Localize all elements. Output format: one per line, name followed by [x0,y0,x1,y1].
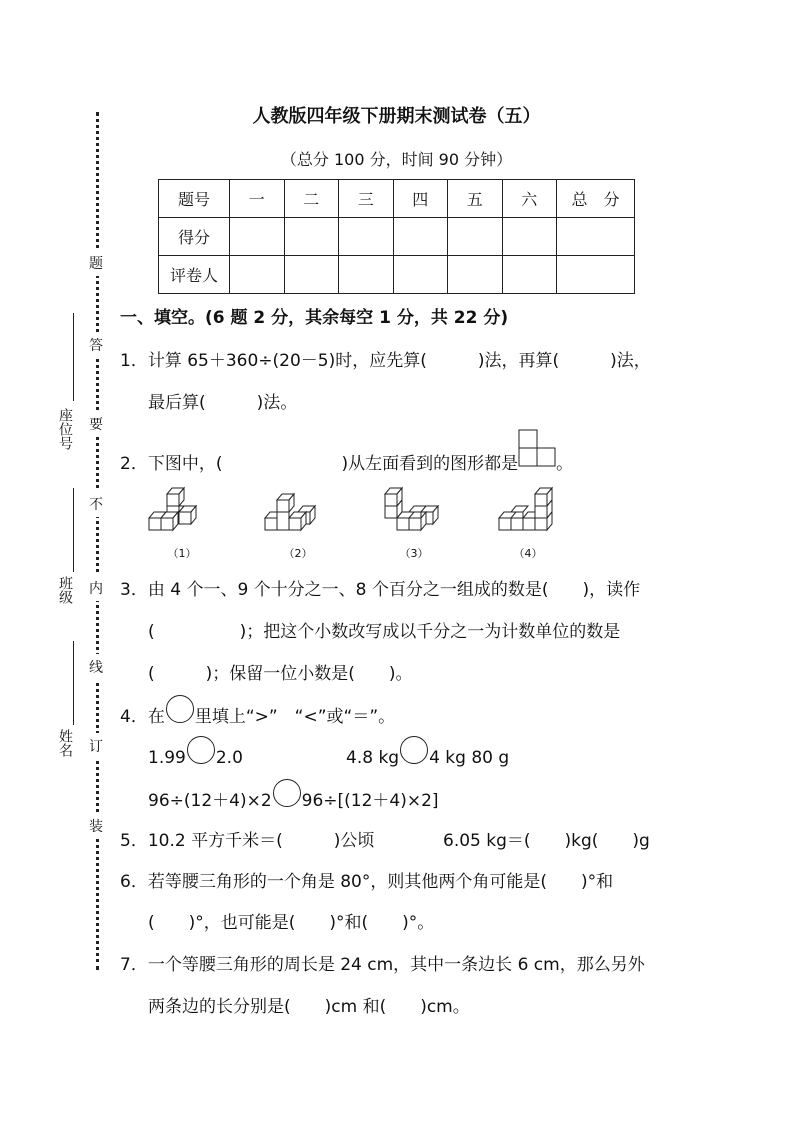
figure-caption: （3） [399,547,429,560]
compare-item-1 [148,744,243,772]
seal-word: 内 [89,575,103,601]
table-header-cell: 题号 [159,180,230,218]
seal-word: 题 [89,250,103,276]
section-heading: 一、填空。(6 题 2 分，其余每空 1 分，共 22 分) [120,308,509,328]
question-3-line-2: ( )；把这个小数改写成以千分之一为计数单位的数是 [148,622,621,642]
question-3-line-3: ( )；保留一位小数是( )。 [148,664,413,684]
compare-left: 1.99 [148,748,186,768]
binding-line [96,112,99,970]
compare-left: 96÷(12＋4)×2 [148,791,272,811]
compare-item-2 [346,744,509,772]
answer-circle[interactable] [187,736,215,764]
answer-circle[interactable] [400,736,428,764]
table-header-cell: 三 [339,180,394,218]
question-4-prompt: 4．在 [120,707,165,727]
page-title: 人教版四年级下册期末测试卷（五） [252,106,541,127]
question-5-part-1: 5．10.2 平方千米＝( )公顷 [120,831,375,851]
compare-right: 2.0 [215,748,243,768]
seal-word: 答 [89,332,103,358]
score-cell[interactable] [230,218,285,256]
name-label: 姓名 [57,729,73,757]
score-cell[interactable] [284,218,339,256]
question-3-line-1: 3．由 4 个一、9 个十分之一、8 个百分之一组成的数是( )，读作 [120,580,641,600]
compare-left: 4.8 kg [346,748,400,768]
table-header-cell: 四 [393,180,448,218]
row-label: 评卷人 [159,256,230,294]
figure-caption: （4） [513,547,543,560]
table-row [159,180,635,218]
table-row [159,218,635,256]
left-view-figure [518,451,556,469]
question-6-line-1: 6．若等腰三角形的一个角是 80°，则其他两个角可能是( )°和 [120,872,614,892]
cube-figure-1 [146,485,216,539]
grader-cell[interactable] [502,256,557,294]
question-2-end: 。 [556,454,574,474]
question-4-instruction: 里填上“>” “<”或“＝”。 [194,707,396,727]
compare-right: 4 kg 80 g [429,748,510,768]
compare-circle-icon [166,695,194,723]
figure-caption: （2） [283,547,313,560]
seal-word: 订 [89,733,103,759]
answer-circle[interactable] [273,779,301,807]
figure-caption: （1） [167,547,197,560]
table-header-cell: 五 [448,180,503,218]
question-1-line-1: 1．计算 65＋360÷(20－5)时，应先算( )法，再算( )法， [120,351,651,371]
question-6-line-2: ( )°，也可能是( )°和( )°。 [148,913,435,933]
row-label: 得分 [159,218,230,256]
score-cell[interactable] [339,218,394,256]
score-cell[interactable] [393,218,448,256]
table-header-cell: 一 [230,180,285,218]
class-label: 班级 [57,576,73,604]
grader-cell[interactable] [284,256,339,294]
name-field[interactable] [73,641,74,725]
question-4-intro [120,702,395,731]
compare-item-3 [148,786,439,815]
grader-cell[interactable] [230,256,285,294]
cube-figure-3 [380,485,452,539]
grader-cell[interactable] [339,256,394,294]
exam-info: （总分 100 分，时间 90 分钟） [280,150,513,169]
table-header-cell: 总 分 [557,180,635,218]
seal-word: 不 [89,491,103,517]
seat-number-label: 座位号 [57,408,73,450]
question-5-part-2: 6.05 kg＝( )kg( )g [443,831,650,851]
cube-figure-4 [494,485,564,539]
question-7-line-1: 7．一个等腰三角形的周长是 24 cm，其中一条边长 6 cm，那么另外 [120,955,645,975]
question-2-text [120,449,573,474]
compare-right: 96÷[(12＋4)×2] [301,791,439,811]
score-cell[interactable] [448,218,503,256]
question-2-prompt: 2．下图中，( )从左面看到的图形都是 [120,454,519,474]
score-table [158,179,635,294]
seat-number-field[interactable] [73,313,74,401]
table-row [159,256,635,294]
seal-word: 要 [89,411,103,437]
class-field[interactable] [73,488,74,572]
score-cell[interactable] [557,218,635,256]
seal-word: 装 [89,813,103,839]
seal-word: 线 [89,654,103,680]
table-header-cell: 六 [502,180,557,218]
question-7-line-2: 两条边的长分别是( )cm 和( )cm。 [148,997,470,1017]
score-cell[interactable] [502,218,557,256]
grader-cell[interactable] [557,256,635,294]
cube-figure-2 [262,485,332,539]
table-header-cell: 二 [284,180,339,218]
grader-cell[interactable] [393,256,448,294]
question-1-line-2: 最后算( )法。 [148,393,298,413]
grader-cell[interactable] [448,256,503,294]
